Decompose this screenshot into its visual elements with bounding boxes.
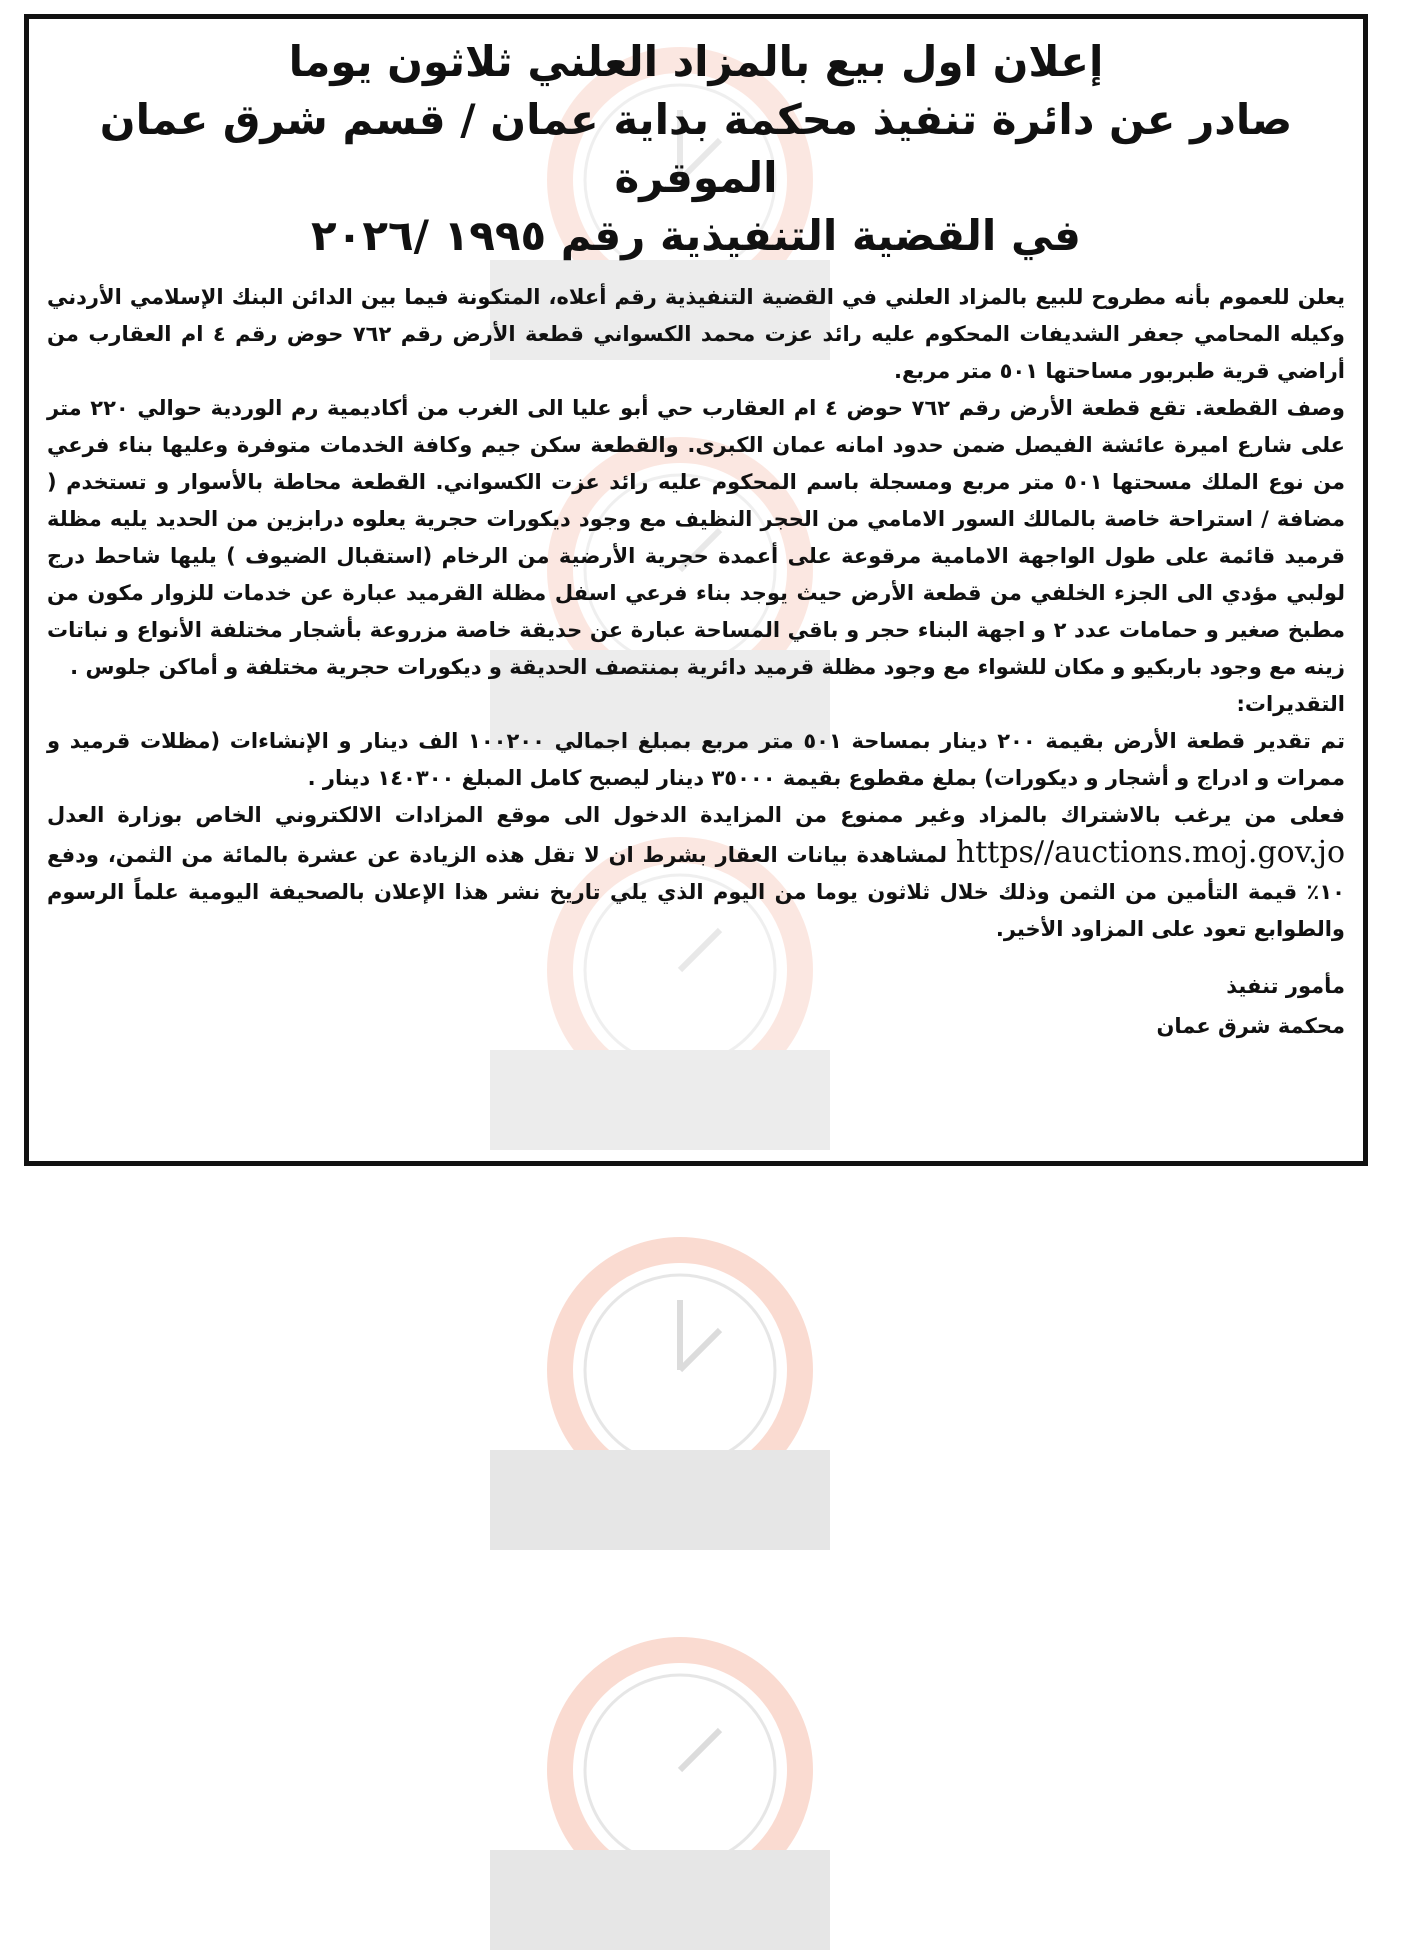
watermark-logo-graphic [380, 1620, 940, 1960]
signature-block [47, 966, 1345, 1046]
terms-text-after-url: لمشاهدة بيانات العقار بشرط ان لا تقل هذه الزيادة عن عشرة بالمائة من الثمن، ودفع ١٠٪ قيمة التأمين من الثمن وذلك خلال ثلاثون يوما من اليوم الذي يلي تاريخ نشر هذا الإعلان بالصحيفة اليومية علماً الرسوم والطوابع تعود على المزاود الأخير. [47, 843, 1345, 941]
signature-title: مأمور تنفيذ [1226, 974, 1345, 998]
watermark-logo-graphic [380, 1220, 940, 1560]
terms-text-before-url: فعلى من يرغب بالاشتراك بالمزاد وغير ممنوع من المزايدة الدخول الى موقع المزادات الالكتروني الخاص بوزارة العدل [47, 803, 1345, 827]
description-paragraph: وصف القطعة. تقع قطعة الأرض رقم ٧٦٢ حوض ٤ ام العقارب حي أبو عليا الى الغرب من أكاديمية رم الوردية حوالي ٢٢٠ متر على شارع اميرة عائشة الفيصل ضمن حدود امانه عمان الكبرى. والقطعة سكن جيم وكافة الخدمات متوفرة وعليها بناء فرعي من نوع الملك مسحتها ٥٠١ متر مربع ومسجلة باسم المحكوم عليه رائد عزت الكسواني. القطعة محاطة بالأسوار و تستخدم ( مضافة / استراحة خاصة بالمالك السور الامامي من الحجر النظيف مع وجود ديكورات حجرية يعلوه درابزين من الحديد يليه مظلة قرميد قائمة على طول الواجهة الامامية مرقوعة على أعمدة حجرية الأرضية من الرخام (استقبال الضيوف ) يليها شاحط درج لولبي مؤدي الى الجزء الخلفي من قطعة الأرض حيث يوجد بناء فرعي اسفل مظلة القرميد عبارة عن خدمات للزوار مكون من مطبخ صغير و حمامات عدد ٢ و اجهة البناء حجر و باقي المساحة عبارة عن حديقة خاصة مزروعة بأشجار مختلفة الأنواع و نباتات زينه مع وجود باربكيو و مكان للشواء مع وجود مظلة قرميد دائرية بمنتصف الحديقة و ديكورات حجرية مختلفة و أماكن جلوس . [47, 396, 1346, 679]
estimates-paragraph: تم تقدير قطعة الأرض بقيمة ٢٠٠ دينار بمساحة ٥٠١ متر مربع بمبلغ اجمالي ١٠٠٢٠٠ الف دينار و الإنشاءات (مظلات قرميد و ممرات و ادراج و أشجار و ديكورات) بملغ مقطوع بقيمة ٣٥٠٠٠ دينار ليصبح كامل المبلغ ١٤٠٣٠٠ دينار . [47, 729, 1345, 790]
notice-title-line-2: صادر عن دائرة تنفيذ محكمة بداية عمان / قسم شرق عمان الموقرة [99, 95, 1293, 202]
auction-website-url: https//auctions.moj.gov.jo [955, 835, 1346, 870]
watermark-logo [380, 1220, 940, 1560]
terms-paragraph [47, 797, 1345, 948]
estimates-heading: التقديرات: [1236, 692, 1345, 716]
signature-court: محكمة شرق عمان [1156, 1014, 1345, 1038]
notice-title-line-3: في القضية التنفيذية رقم ١٩٩٥ /٢٠٢٦ [311, 211, 1081, 260]
notice-body [47, 279, 1345, 948]
intro-paragraph: يعلن للعموم بأنه مطروح للبيع بالمزاد العلني في القضية التنفيذية رقم أعلاه، المتكونة فيما بين الدائن البنك الإسلامي الأردني وكيله المحامي جعفر الشديفات المحكوم عليه رائد عزت محمد الكسواني قطعة الأرض رقم ٧٦٢ حوض رقم ٤ ام العقارب من أراضي قرية طبربور مساحتها ٥٠١ متر مربع. [47, 285, 1345, 383]
watermark-logo [380, 1620, 940, 1960]
auction-notice [24, 14, 1368, 1166]
notice-title-line-1: إعلان اول بيع بالمزاد العلني ثلاثون يوما [288, 37, 1104, 86]
